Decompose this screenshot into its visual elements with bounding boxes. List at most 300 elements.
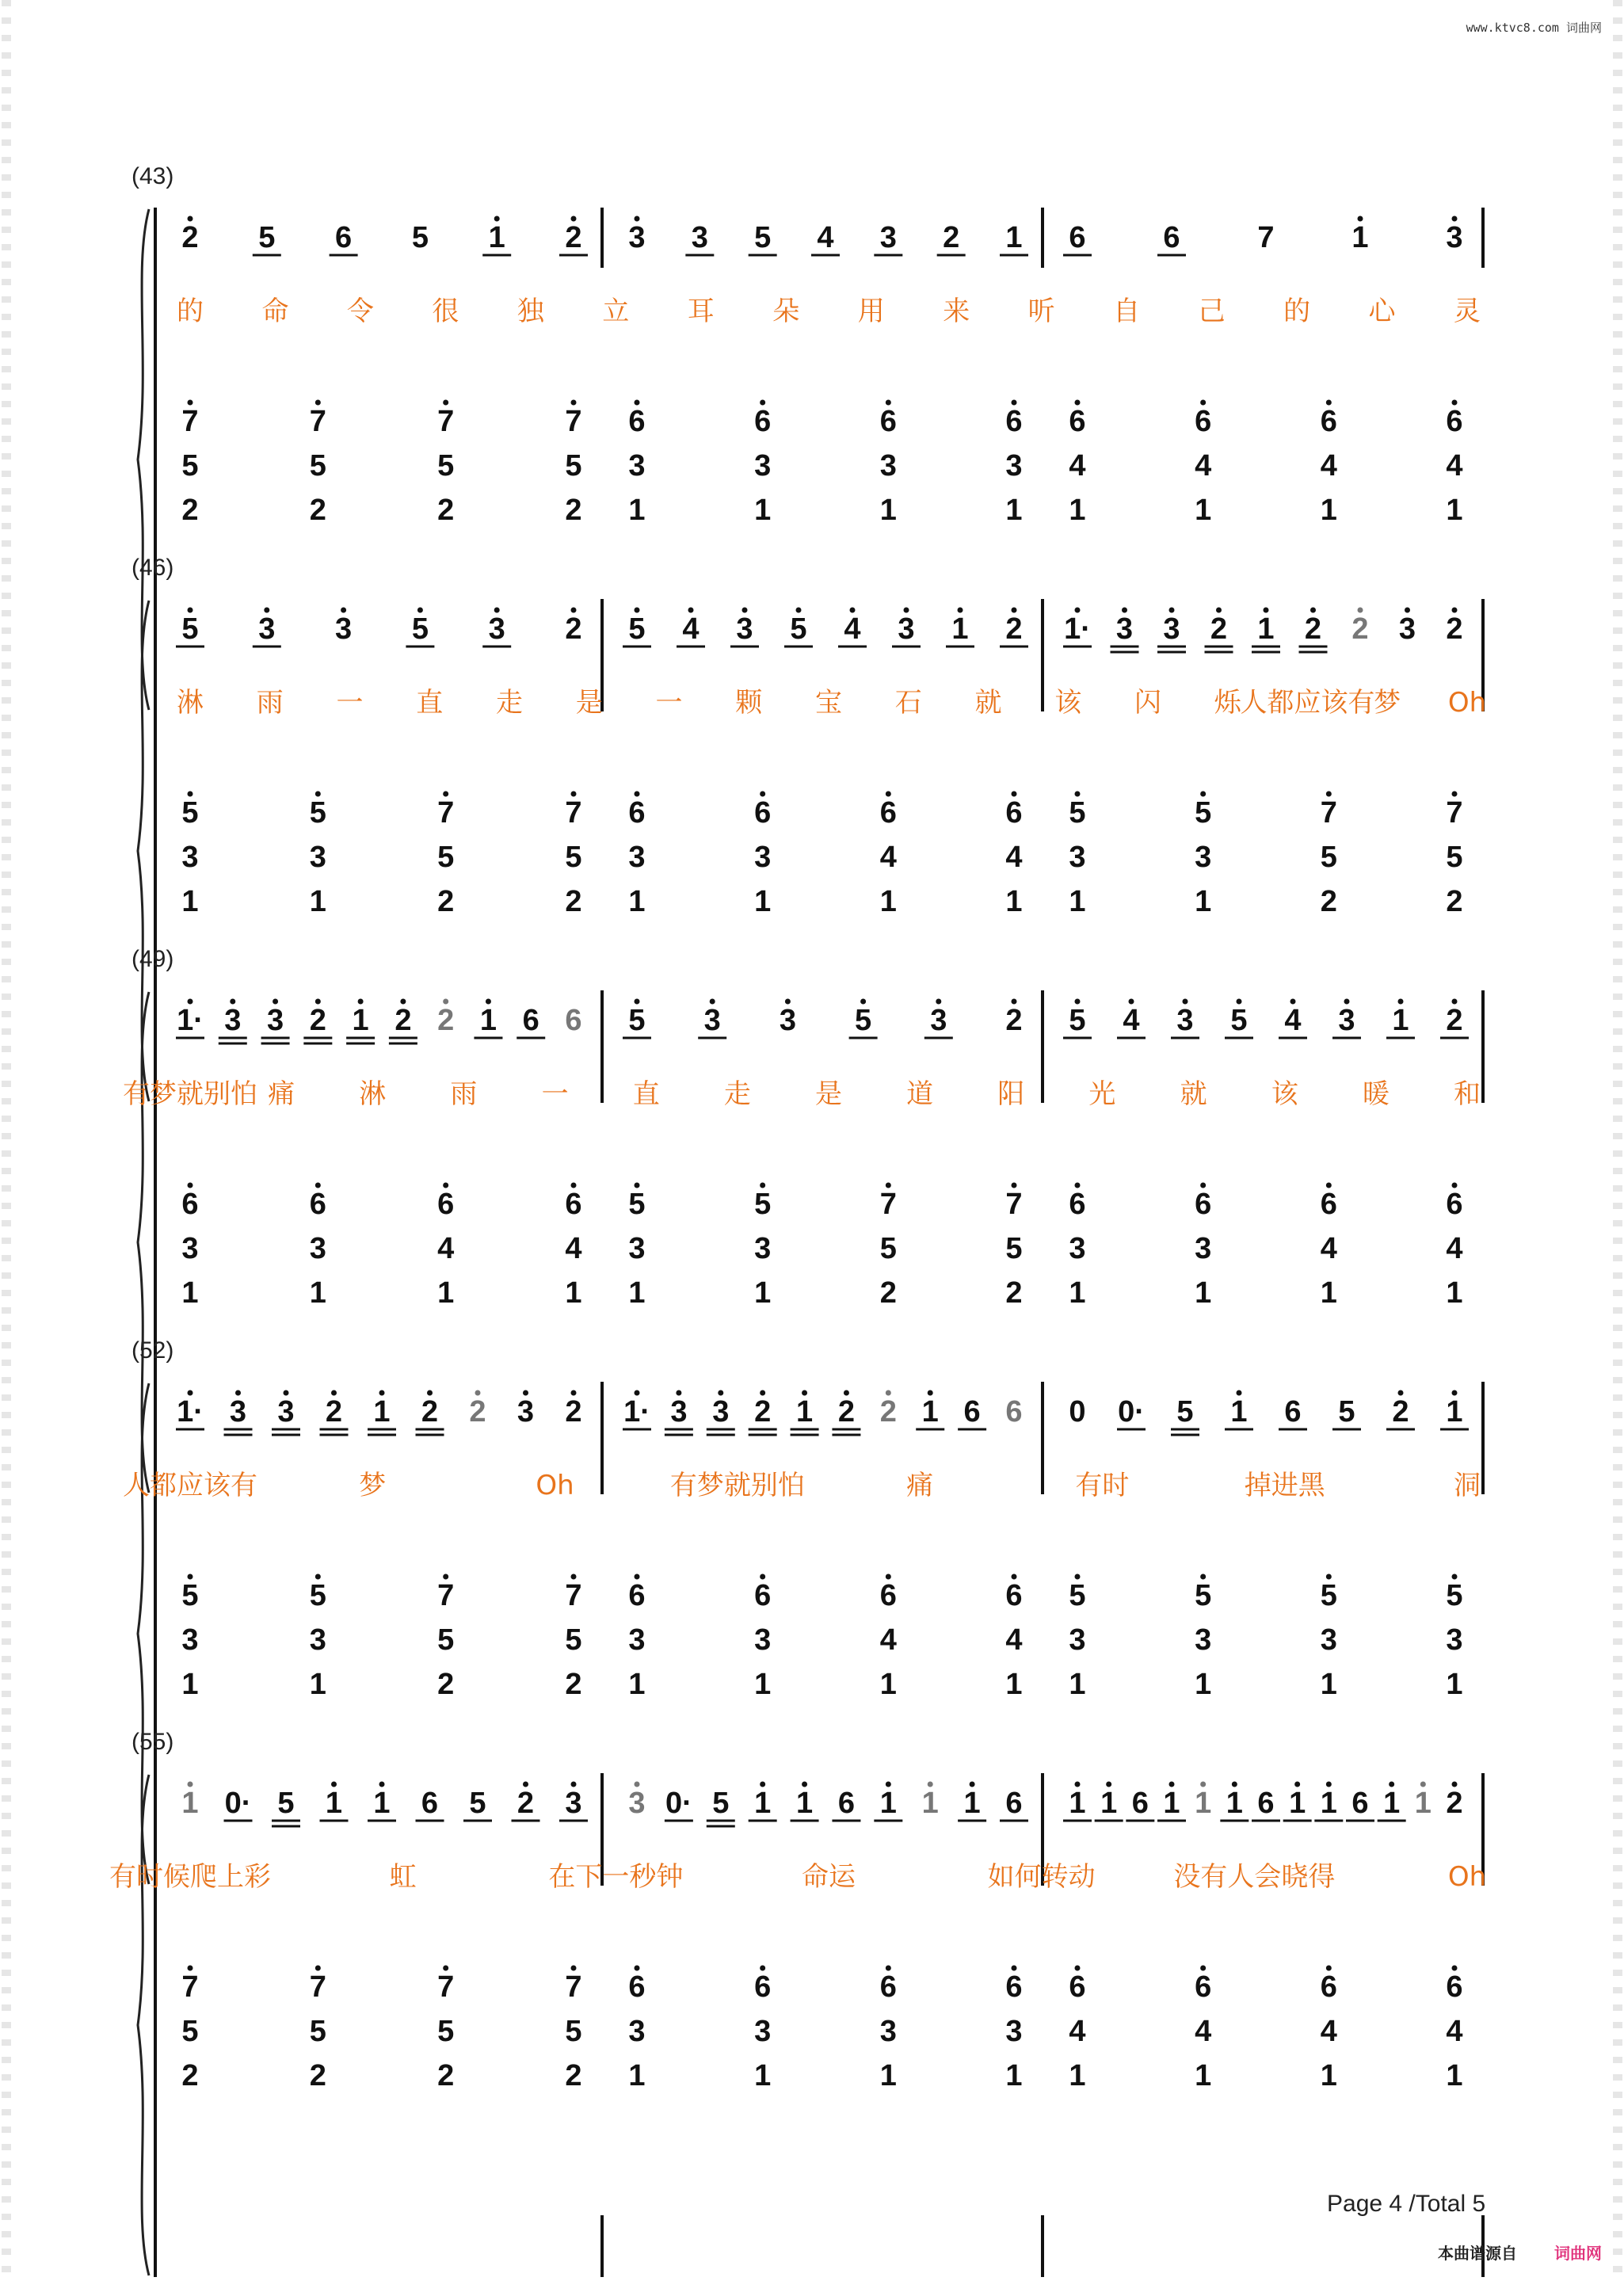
high-octave-dot	[1012, 400, 1017, 406]
accomp-note: 2	[437, 2059, 455, 2092]
high-octave-dot	[1326, 1782, 1332, 1787]
accomp-note: 3	[754, 2015, 772, 2048]
melody-note: 4	[1123, 1004, 1140, 1037]
melody-note: 3	[898, 612, 915, 646]
melody-note: 2	[1446, 1787, 1463, 1820]
lyric-text: 有时候爬上彩	[109, 1861, 271, 1893]
melody-note: 3	[691, 221, 708, 254]
accomp-note: 6	[1069, 405, 1086, 438]
high-octave-dot	[936, 999, 941, 1005]
high-octave-dot	[760, 791, 765, 797]
accomp-note: 6	[1005, 1579, 1023, 1612]
high-octave-dot	[904, 608, 909, 613]
accomp-note: 2	[181, 2059, 199, 2092]
melody-note: 6	[1351, 1787, 1369, 1820]
high-octave-dot	[188, 1782, 193, 1787]
accomp-note: 1	[1320, 2059, 1337, 2092]
lyric-text: 听	[1027, 296, 1055, 327]
measure-number: (52)	[132, 1337, 174, 1364]
high-octave-dot	[494, 608, 500, 613]
lyric-text: 直	[416, 687, 444, 719]
accomp-note: 3	[628, 1623, 646, 1657]
melody-note: 1	[951, 612, 969, 646]
melody-note: 1·	[623, 1395, 650, 1428]
high-octave-dot	[1106, 1782, 1111, 1787]
accomp-note: 5	[565, 2015, 582, 2048]
high-octave-dot	[315, 999, 321, 1005]
melody-note: 5	[469, 1787, 486, 1820]
accomp-note: 5	[437, 1623, 455, 1657]
melody-note: 5	[1069, 1004, 1086, 1037]
accomp-note: 5	[437, 2015, 455, 2048]
melody-note: 2	[754, 1395, 772, 1428]
melody-note: 6	[1005, 1395, 1023, 1428]
lyric-text: 命运	[802, 1861, 856, 1893]
melody-note: 1	[1257, 612, 1275, 646]
lyric-text: 虹	[389, 1861, 417, 1893]
melody-note: 0	[1069, 1395, 1086, 1428]
accomp-note: 3	[1069, 1232, 1086, 1265]
accomp-note: 2	[565, 2059, 582, 2092]
lyric-text: Oh	[536, 1470, 574, 1501]
melody-note: 3	[517, 1395, 535, 1428]
accomp-note: 2	[565, 1668, 582, 1701]
accomp-note: 6	[628, 405, 646, 438]
high-octave-dot	[315, 1966, 321, 1971]
melody-note: 2	[1446, 1004, 1463, 1037]
accomp-note: 3	[309, 841, 326, 874]
accomp-note: 2	[309, 2059, 326, 2092]
lyric-text: 如何转动	[987, 1861, 1096, 1893]
high-octave-dot	[1075, 1574, 1081, 1580]
melody-note: 6	[1163, 221, 1180, 254]
high-octave-dot	[188, 999, 193, 1005]
melody-note: 3	[930, 1004, 947, 1037]
high-octave-dot	[1200, 791, 1206, 797]
lyric-text: 雨	[450, 1078, 478, 1110]
accomp-note: 1	[754, 494, 772, 527]
accomp-note: 1	[754, 1276, 772, 1310]
brand-logo: 词曲网	[1554, 2245, 1602, 2263]
accomp-note: 6	[1195, 405, 1212, 438]
high-octave-dot	[1012, 608, 1017, 613]
melody-note: 3	[229, 1395, 247, 1428]
accomp-note: 6	[879, 796, 897, 830]
melody-note: 4	[817, 221, 834, 254]
melody-note: 1	[373, 1395, 391, 1428]
accomp-note: 6	[1005, 405, 1023, 438]
melody-note: 6	[1257, 1787, 1275, 1820]
melody-note: 1	[1230, 1395, 1248, 1428]
lyric-text: 一	[541, 1078, 569, 1110]
high-octave-dot	[1216, 608, 1222, 613]
accomp-note: 3	[309, 1232, 326, 1265]
melody-note: 1	[963, 1787, 981, 1820]
accomp-note: 7	[1005, 1188, 1023, 1221]
high-octave-dot	[571, 608, 577, 613]
melody-note: 3	[1115, 612, 1134, 646]
melody-note: 3	[1398, 612, 1416, 646]
high-octave-dot	[760, 400, 765, 406]
high-octave-dot	[760, 1782, 765, 1787]
page-number: Page 4 /Total 5	[1327, 2191, 1486, 2217]
accomp-note: 1	[754, 2059, 772, 2092]
high-octave-dot	[188, 1966, 193, 1971]
accomp-note: 3	[181, 1623, 199, 1657]
high-octave-dot	[475, 1390, 481, 1396]
high-octave-dot	[1169, 1782, 1175, 1787]
accomp-note: 1	[1320, 494, 1337, 527]
high-octave-dot	[718, 1390, 723, 1396]
lyric-text: 闪	[1134, 687, 1161, 719]
accomp-note: 5	[1320, 841, 1337, 874]
lyric-text: 的	[1283, 296, 1311, 327]
accomp-note: 1	[879, 885, 897, 918]
high-octave-dot	[860, 999, 866, 1005]
accomp-note: 5	[628, 1188, 646, 1221]
melody-note: 1	[1069, 1787, 1086, 1820]
high-octave-dot	[970, 1782, 975, 1787]
high-octave-dot	[1452, 1574, 1458, 1580]
high-octave-dot	[1200, 400, 1206, 406]
melody-note: 3	[736, 612, 753, 646]
high-octave-dot	[571, 400, 577, 406]
accomp-note: 7	[1320, 796, 1337, 830]
high-octave-dot	[1326, 1966, 1332, 1971]
high-octave-dot	[886, 1574, 891, 1580]
high-octave-dot	[635, 1390, 640, 1396]
lyric-text: 梦	[359, 1470, 387, 1501]
accomp-note: 6	[1195, 1188, 1212, 1221]
accomp-note: 1	[1069, 1276, 1086, 1310]
high-octave-dot	[331, 1782, 337, 1787]
high-octave-dot	[1012, 1183, 1017, 1188]
high-octave-dot	[1232, 1782, 1237, 1787]
accomp-note: 3	[1195, 1623, 1212, 1657]
melody-note: 2	[1446, 612, 1463, 646]
accomp-note: 1	[628, 494, 646, 527]
lyric-text: 令	[346, 296, 374, 327]
accomp-note: 6	[754, 796, 772, 830]
lyric-text: 道	[906, 1078, 934, 1110]
lyric-text: 耳	[687, 296, 715, 327]
high-octave-dot	[635, 608, 640, 613]
accomp-note: 5	[1446, 841, 1463, 874]
high-octave-dot	[188, 1183, 193, 1188]
melody-note: 3	[488, 612, 505, 646]
high-octave-dot	[486, 999, 491, 1005]
high-octave-dot	[886, 1966, 891, 1971]
melody-note: 1	[1414, 1787, 1431, 1820]
lyric-text: 是	[575, 687, 603, 719]
high-octave-dot	[796, 608, 802, 613]
accomp-note: 6	[1446, 405, 1463, 438]
accomp-note: 3	[754, 1232, 772, 1265]
lyric-text: 用	[857, 296, 885, 327]
melody-note: 2	[181, 221, 199, 254]
high-octave-dot	[1012, 1966, 1017, 1971]
lyric-text: 己	[1198, 296, 1226, 327]
melody-note: 2	[437, 1004, 455, 1037]
high-octave-dot	[635, 999, 640, 1005]
accomp-note: 3	[1005, 449, 1023, 483]
accomp-note: 3	[309, 1623, 326, 1657]
high-octave-dot	[315, 1574, 321, 1580]
melody-note: 3	[628, 221, 646, 254]
high-octave-dot	[188, 1390, 193, 1396]
accomp-note: 1	[1195, 885, 1212, 918]
accomp-note: 6	[1069, 1970, 1086, 2004]
high-octave-dot	[1310, 608, 1316, 613]
melody-note: 1	[181, 1787, 199, 1820]
accomp-note: 6	[628, 1579, 646, 1612]
accomp-note: 5	[437, 449, 455, 483]
accomp-note: 5	[309, 2015, 326, 2048]
accomp-note: 5	[879, 1232, 897, 1265]
high-octave-dot	[188, 216, 193, 222]
accomp-note: 6	[754, 1970, 772, 2004]
high-octave-dot	[928, 1782, 933, 1787]
accomp-note: 7	[181, 405, 199, 438]
high-octave-dot	[1012, 999, 1017, 1005]
melody-note: 6	[522, 1004, 539, 1037]
accomp-note: 6	[1320, 1188, 1337, 1221]
accomp-note: 6	[628, 796, 646, 830]
accomp-note: 6	[1320, 405, 1337, 438]
accomp-note: 7	[309, 1970, 326, 2004]
accomp-note: 3	[628, 449, 646, 483]
high-octave-dot	[417, 608, 423, 613]
high-octave-dot	[958, 608, 963, 613]
melody-note: 3	[277, 1395, 295, 1428]
accomp-note: 1	[1320, 1668, 1337, 1701]
lyric-text: 人都应该有	[123, 1470, 257, 1501]
accomp-note: 2	[1320, 885, 1337, 918]
melody-note: 1	[754, 1787, 772, 1820]
high-octave-dot	[284, 1390, 289, 1396]
lyric-text: 人都应该有	[1240, 687, 1375, 719]
melody-note: 3	[1163, 612, 1180, 646]
high-octave-dot	[688, 608, 694, 613]
accomp-note: 6	[1069, 1188, 1086, 1221]
lyric-text: 梦	[1374, 687, 1401, 719]
melody-note: 2	[565, 221, 582, 254]
measure-number: (49)	[132, 946, 174, 972]
accomp-note: 4	[1446, 1232, 1463, 1265]
high-octave-dot	[1075, 1183, 1081, 1188]
lyric-text: 和	[1454, 1078, 1481, 1110]
accomp-note: 4	[879, 1623, 897, 1657]
accomp-note: 6	[628, 1970, 646, 2004]
accomp-note: 1	[1069, 885, 1086, 918]
accomp-note: 4	[1069, 449, 1086, 483]
melody-note: 6	[421, 1787, 439, 1820]
accomp-note: 4	[1005, 841, 1023, 874]
lyric-text: 雨	[256, 687, 284, 719]
melody-note: 3	[335, 612, 353, 646]
melody-note: 1	[1289, 1787, 1306, 1820]
high-octave-dot	[635, 1574, 640, 1580]
melody-note: 4	[1284, 1004, 1302, 1037]
melody-note: 2	[837, 1395, 856, 1428]
accomp-note: 4	[879, 841, 897, 874]
accomp-note: 3	[1320, 1623, 1337, 1657]
high-octave-dot	[443, 791, 448, 797]
source-label: 本曲谱源自	[1438, 2245, 1517, 2263]
accomp-note: 7	[565, 1970, 582, 2004]
high-octave-dot	[760, 1966, 765, 1971]
high-octave-dot	[1200, 1574, 1206, 1580]
melody-note: 2	[1005, 612, 1023, 646]
accomp-note: 1	[628, 885, 646, 918]
lyric-text: 独	[517, 296, 544, 327]
high-octave-dot	[571, 1574, 577, 1580]
melody-note: 5	[712, 1787, 730, 1820]
lyric-text: 灵	[1454, 296, 1481, 327]
melody-note: 2	[1392, 1395, 1409, 1428]
high-octave-dot	[1452, 1782, 1458, 1787]
lyric-text: 该	[1054, 687, 1082, 719]
lyric-text: Oh	[1447, 1861, 1487, 1893]
accomp-note: 4	[437, 1232, 455, 1265]
high-octave-dot	[443, 1183, 448, 1188]
accomp-note: 5	[1069, 796, 1086, 830]
accomp-note: 5	[1195, 796, 1212, 830]
melody-note: 2	[565, 1395, 582, 1428]
melody-note: 5	[181, 612, 199, 646]
high-octave-dot	[802, 1782, 807, 1787]
accomp-note: 1	[879, 2059, 897, 2092]
high-octave-dot	[1452, 1390, 1458, 1396]
high-octave-dot	[379, 1782, 385, 1787]
melody-note: 6	[963, 1395, 981, 1428]
melody-note: 2	[1351, 612, 1369, 646]
high-octave-dot	[1075, 400, 1081, 406]
melody-note: 1	[879, 1787, 897, 1820]
high-octave-dot	[1326, 400, 1332, 406]
accomp-note: 4	[1320, 449, 1337, 483]
accomp-note: 2	[1446, 885, 1463, 918]
melody-note: 6	[335, 221, 353, 254]
melody-note: 1	[795, 1395, 814, 1428]
accomp-note: 3	[628, 1232, 646, 1265]
high-octave-dot	[1452, 400, 1458, 406]
accomp-note: 2	[565, 494, 582, 527]
melody-note: 3	[1176, 1004, 1194, 1037]
high-octave-dot	[1326, 791, 1332, 797]
melody-note: 6	[1005, 1787, 1023, 1820]
melody-note: 3	[779, 1004, 796, 1037]
accomp-note: 7	[437, 405, 455, 438]
lyric-text: 该	[1271, 1078, 1298, 1110]
lyric-text: 一	[336, 687, 364, 719]
melody-note: 6	[1284, 1395, 1302, 1428]
high-octave-dot	[443, 999, 448, 1005]
accomp-note: 1	[628, 2059, 646, 2092]
melody-note: 1	[1446, 1395, 1463, 1428]
accomp-note: 4	[565, 1232, 582, 1265]
melody-note: 5	[1176, 1395, 1194, 1428]
high-octave-dot	[1129, 999, 1134, 1005]
lyric-text: 朵	[772, 296, 800, 327]
lyric-text: 烁	[1214, 687, 1241, 719]
lyric-text: 心	[1368, 296, 1396, 327]
high-octave-dot	[1012, 791, 1017, 797]
high-octave-dot	[1237, 1390, 1242, 1396]
accomp-note: 1	[1005, 885, 1023, 918]
accomp-note: 3	[628, 841, 646, 874]
high-octave-dot	[188, 791, 193, 797]
accomp-note: 6	[309, 1188, 326, 1221]
melody-note: 0·	[665, 1787, 692, 1820]
lyric-text: 走	[723, 1078, 751, 1110]
accomp-note: 1	[437, 1276, 455, 1310]
high-octave-dot	[1200, 1782, 1206, 1787]
high-octave-dot	[1452, 1183, 1458, 1188]
accomp-note: 5	[1446, 1579, 1463, 1612]
lyric-text: 石	[894, 687, 922, 719]
accomp-note: 1	[1320, 1276, 1337, 1310]
melody-note: 0·	[224, 1787, 252, 1820]
high-octave-dot	[1452, 608, 1458, 613]
high-octave-dot	[315, 791, 321, 797]
melody-note: 3	[1446, 221, 1463, 254]
high-octave-dot	[844, 1390, 849, 1396]
lyric-text: Oh	[1447, 687, 1487, 719]
accomp-note: 2	[437, 1668, 455, 1701]
accomp-note: 5	[1069, 1579, 1086, 1612]
high-octave-dot	[1420, 1782, 1426, 1787]
high-octave-dot	[928, 1390, 933, 1396]
high-octave-dot	[1358, 608, 1363, 613]
accomp-note: 1	[1005, 494, 1023, 527]
high-octave-dot	[315, 1183, 321, 1188]
accomp-note: 5	[565, 841, 582, 874]
accomp-note: 6	[565, 1188, 582, 1221]
high-octave-dot	[235, 1390, 241, 1396]
lyric-text: 宝	[815, 687, 842, 719]
accomp-note: 2	[437, 885, 455, 918]
melody-note: 1	[352, 1004, 369, 1037]
accomp-note: 1	[309, 1668, 326, 1701]
melody-note: 6	[1131, 1787, 1149, 1820]
accomp-note: 1	[1005, 2059, 1023, 2092]
melody-note: 2	[309, 1004, 326, 1037]
high-octave-dot	[635, 1966, 640, 1971]
accomp-note: 1	[754, 1668, 772, 1701]
melody-note: 1	[1100, 1787, 1118, 1820]
melody-note: 3	[670, 1395, 688, 1428]
melody-note: 2	[325, 1395, 343, 1428]
high-octave-dot	[1237, 999, 1242, 1005]
accomp-note: 6	[181, 1188, 199, 1221]
accomp-note: 5	[181, 1579, 199, 1612]
melody-note: 5	[790, 612, 807, 646]
lyric-text: 的	[177, 296, 204, 327]
accomp-note: 6	[879, 1579, 897, 1612]
high-octave-dot	[188, 1574, 193, 1580]
high-octave-dot	[379, 1390, 385, 1396]
high-octave-dot	[742, 608, 748, 613]
high-octave-dot	[1075, 999, 1081, 1005]
melody-note: 2	[879, 1395, 897, 1428]
site-header: www.ktvc8.com 词曲网	[1466, 21, 1602, 35]
accomp-note: 5	[181, 796, 199, 830]
melody-note: 5	[258, 221, 276, 254]
melody-note: 1	[1320, 1787, 1337, 1820]
accomp-note: 2	[181, 494, 199, 527]
melody-note: 6	[1069, 221, 1086, 254]
